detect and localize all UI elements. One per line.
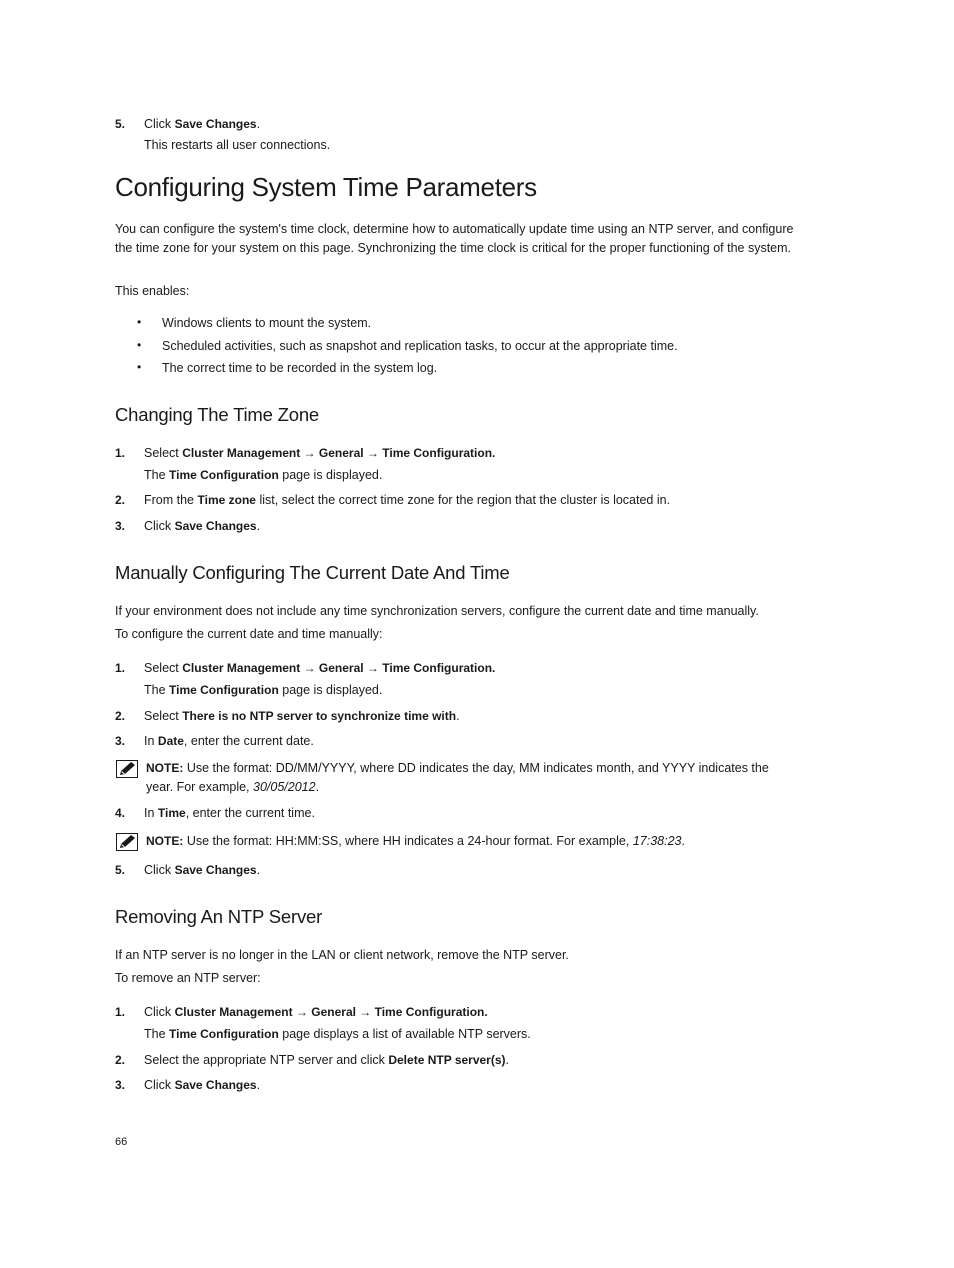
step-number: 4. xyxy=(115,806,126,820)
step-number: 2. xyxy=(115,709,126,723)
section-heading-manual-date-time: Manually Configuring The Current Date And Time xyxy=(115,562,510,583)
step-number: 5. xyxy=(115,863,126,877)
bullet-glyph: • xyxy=(137,360,142,374)
step-text: Click Save Changes. xyxy=(144,1078,261,1092)
note-pencil-icon xyxy=(116,833,138,851)
bullet-glyph: • xyxy=(137,315,142,329)
note-text: NOTE: Use the format: HH:MM:SS, where HH indicates a 24-hour format. For example, 17:38:23. xyxy=(146,834,685,848)
note-text-line2: year. For example, 30/05/2012. xyxy=(146,780,320,794)
step-result: The Time Configuration page is displayed. xyxy=(144,468,383,482)
section-intro: If an NTP server is no longer in the LAN or client network, remove the NTP server. xyxy=(115,948,569,962)
page-title: Configuring System Time Parameters xyxy=(115,172,537,202)
step-number: 2. xyxy=(115,1053,126,1067)
step-text: In Time, enter the current time. xyxy=(144,806,315,820)
step-text: Select the appropriate NTP server and click Delete NTP server(s). xyxy=(144,1053,509,1067)
step-text: Click Save Changes. xyxy=(144,863,261,877)
section-heading-time-zone: Changing The Time Zone xyxy=(115,404,320,425)
page-number: 66 xyxy=(115,1136,128,1148)
step-result: The Time Configuration page displays a list of available NTP servers. xyxy=(144,1027,531,1041)
note-text: NOTE: Use the format: DD/MM/YYYY, where DD indicates the day, MM indicates month, and YYYY indicates the xyxy=(146,761,769,775)
step-number: 3. xyxy=(115,734,126,748)
step-text: Select There is no NTP server to synchronize time with. xyxy=(144,709,460,723)
section-heading-remove-ntp: Removing An NTP Server xyxy=(115,906,323,927)
step-text: Select Cluster Management → General → Time Configuration. xyxy=(144,661,496,675)
step-text: From the Time zone list, select the correct time zone for the region that the cluster is located in. xyxy=(144,493,671,507)
step-number: 1. xyxy=(115,1005,126,1019)
bullet-item: The correct time to be recorded in the system log. xyxy=(162,361,438,375)
step-number: 3. xyxy=(115,1078,126,1092)
step-number: 1. xyxy=(115,446,126,460)
section-intro: To remove an NTP server: xyxy=(115,971,261,985)
step-number: 3. xyxy=(115,519,126,533)
bullet-item: Windows clients to mount the system. xyxy=(162,316,372,330)
step-text: Click Save Changes. xyxy=(144,117,261,131)
step-result: This restarts all user connections. xyxy=(144,138,331,152)
enables-label: This enables: xyxy=(115,284,190,298)
step-result: The Time Configuration page is displayed. xyxy=(144,683,383,697)
step-number: 1. xyxy=(115,661,126,675)
section-intro: To configure the current date and time manually: xyxy=(115,627,383,641)
note-pencil-icon xyxy=(116,760,138,778)
bullet-glyph: • xyxy=(137,338,142,352)
step-number: 2. xyxy=(115,493,126,507)
intro-paragraph: You can configure the system's time clock, determine how to automatically update time using an NTP server, and configure the time zone for your system on this page. Synchronizing the time clock is critical for the proper functioning of the system. xyxy=(115,222,794,255)
step-text: Select Cluster Management → General → Time Configuration. xyxy=(144,446,496,460)
step-text: Click Cluster Management → General → Time Configuration. xyxy=(144,1005,488,1019)
section-intro: If your environment does not include any time synchronization servers, configure the current date and time manually. xyxy=(115,604,759,618)
step-number: 5. xyxy=(115,117,126,131)
step-text: Click Save Changes. xyxy=(144,519,261,533)
step-text: In Date, enter the current date. xyxy=(144,734,314,748)
bullet-item: Scheduled activities, such as snapshot and replication tasks, to occur at the appropriate time. xyxy=(162,339,678,353)
